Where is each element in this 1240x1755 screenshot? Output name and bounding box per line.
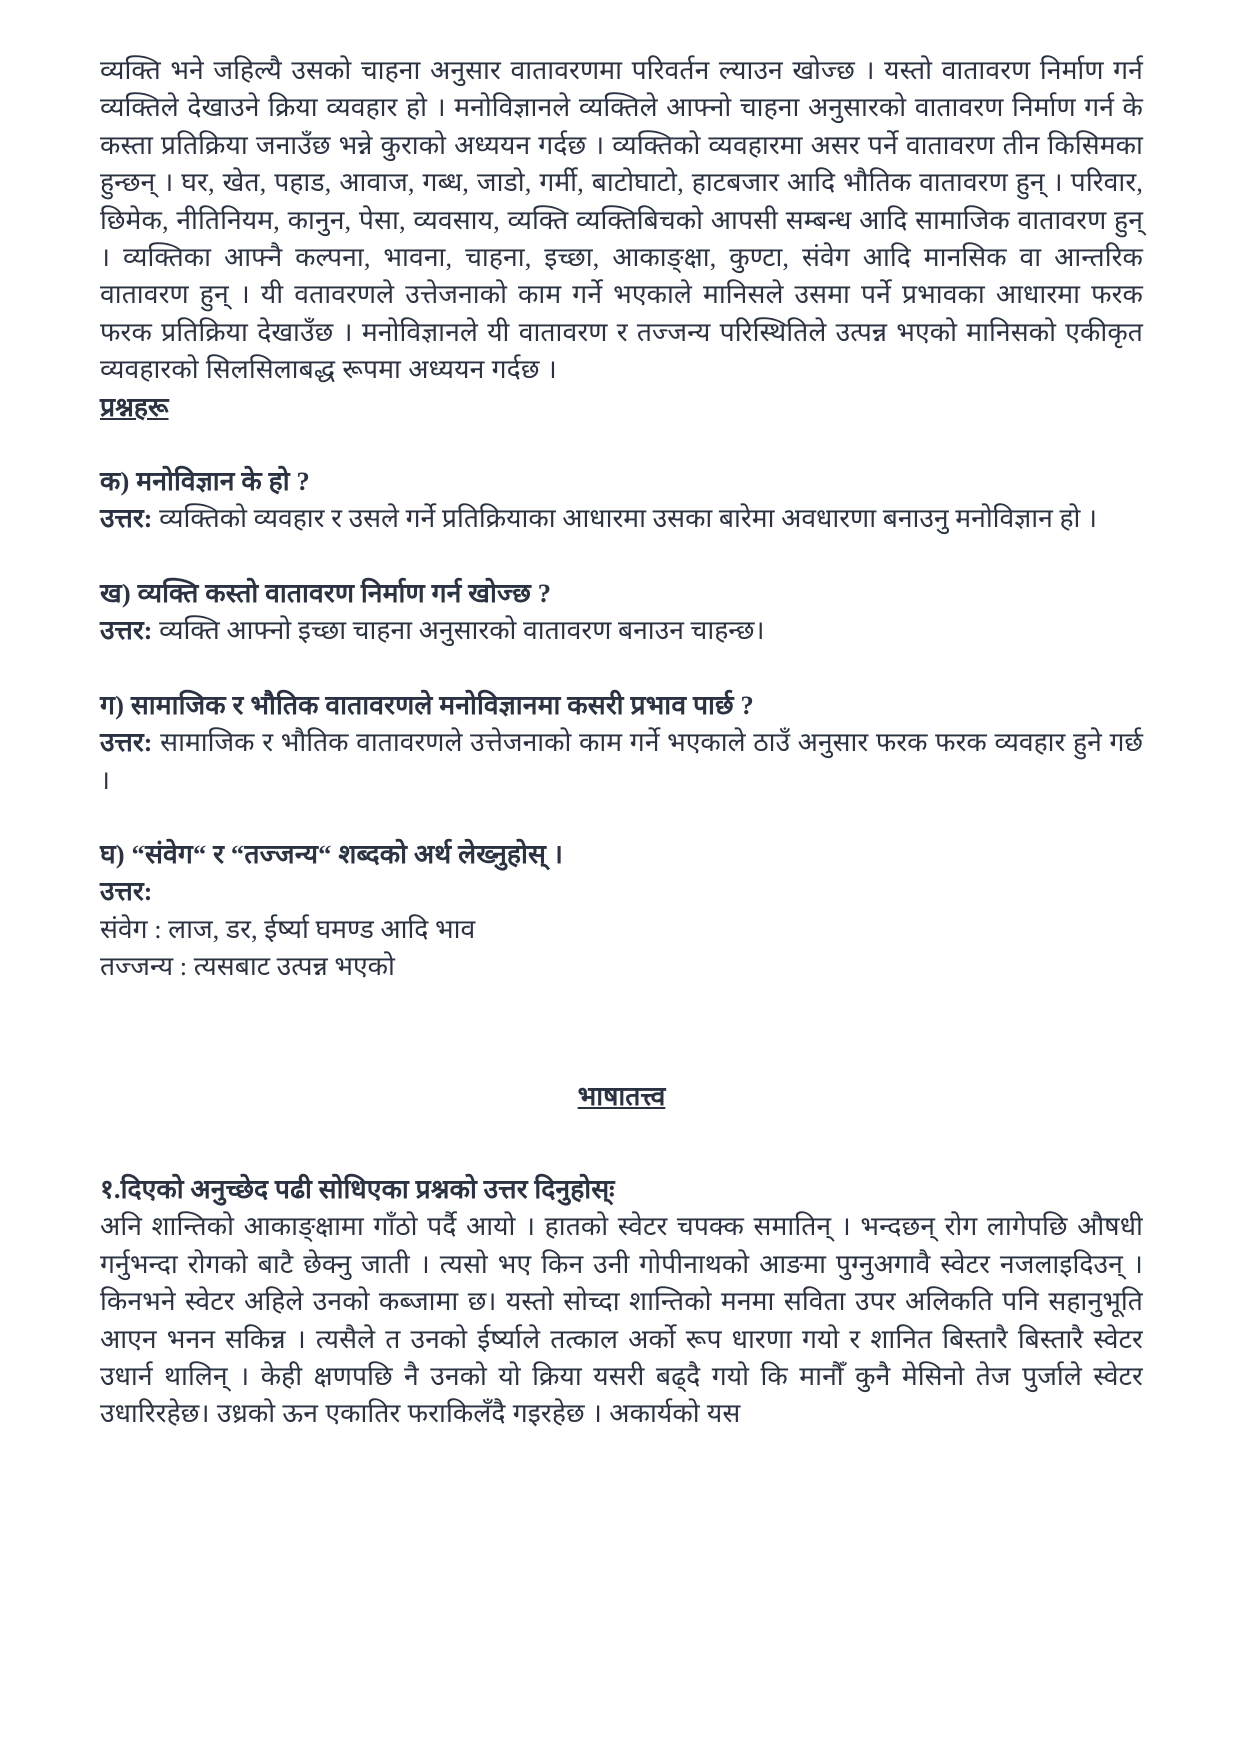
spacer [100, 986, 1143, 1078]
question-gha: घ) “संवेग“ र “तज्जन्य“ शब्दको अर्थ लेख्नुहोस् । [100, 838, 564, 869]
answer-label-ga: उत्तर: [100, 727, 153, 758]
answer-gha-line-2: तज्जन्य : त्यसबाट उत्पन्न भएको [100, 951, 395, 982]
questions-heading-wrap [100, 389, 1143, 426]
answer-gha-line-1: संवेग : लाज, डर, ईर्ष्या घमण्ड आदि भाव [100, 913, 476, 944]
answer-label-kha: उत्तर: [100, 615, 153, 646]
answer-label-ka: उत्तर: [100, 503, 153, 534]
answer-text-ka: व्यक्तिको व्यवहार र उसले गर्ने प्रतिक्रियाका आधारमा उसका बारेमा अवधारणा बनाउनु मनोविज्ञान हो । [152, 503, 1098, 534]
question-ka: क) मनोविज्ञान के हो ? [100, 466, 310, 497]
answer-kha [100, 612, 1143, 649]
spacer [100, 1115, 1143, 1171]
question-ga: ग) सामाजिक र भौतिक वातावरणले मनोविज्ञानमा कसरी प्रभाव पार्छ ? [100, 689, 754, 720]
exercise-paragraph-clip [100, 1208, 1143, 1432]
answer-text-ga: सामाजिक र भौतिक वातावरणले उत्तेजनाको काम गर्ने भएकाले ठाउँ अनुसार फरक फरक व्यवहार हुने गर्छ । [100, 727, 1143, 795]
answer-ga [100, 724, 1143, 799]
spacer [100, 650, 1143, 687]
spacer [100, 799, 1143, 836]
answer-ka [100, 500, 1143, 537]
question-kha: ख) व्यक्ति कस्तो वातावरण निर्माण गर्न खोज्छ ? [100, 577, 552, 608]
exercise-heading: १.दिएको अनुच्छेद पढी सोधिएका प्रश्नको उत्तर दिनुहोस्ः [100, 1173, 615, 1204]
questions-heading: प्रश्नहरू [100, 391, 169, 422]
document-body [100, 52, 1143, 1433]
section-heading-wrap [100, 1078, 1143, 1115]
spacer [100, 426, 1143, 463]
exercise-paragraph: अनि शान्तिको आकाङ्क्षामा गाँठो पर्दै आयो । हातको स्वेटर चपक्क समातिन् । भन्दछन् रोग लागेपछि औषधी गर्नुभन्दा रोगको बाटै छेक्नु जाती । त्यसो भए किन उनी गोपीनाथको आङमा पुग्नुअगावै स्वेटर नजलाइदिउन् । किनभने स्वेटर अहिले उनको कब्जामा छ। यस्तो सोच्दा शान्तिको मनमा सविता उपर अलिकति पनि सहानुभूति आएन भनन सकिन्न । त्यसैले त उनको ईर्ष्याले तत्काल अर्को रूप धारणा गयो र शानित बिस्तारै बिस्तारै स्वेटर उधार्न थालिन् । केही क्षणपछि नै उनको यो क्रिया यसरी बढ्दै गयो कि मानौँ कुनै मेसिनो तेज पुर्जाले स्वेटर उधारिरहेछ। उध्रको ऊन एकातिर फराकिलँदै गइरहेछ । अकार्यको यस [100, 1211, 1143, 1429]
spacer [100, 538, 1143, 575]
intro-paragraph: व्यक्ति भने जहिल्यै उसको चाहना अनुसार वातावरणमा परिवर्तन ल्याउन खोज्छ । यस्तो वातावरण निर्माण गर्न व्यक्तिले देखाउने क्रिया व्यवहार हो । मनोविज्ञानले व्यक्तिले आफ्नो चाहना अनुसारको वातावरण निर्माण गर्न के कस्ता प्रतिक्रिया जनाउँछ भन्ने कुराको अध्ययन गर्दछ । व्यक्तिको व्यवहारमा असर पर्ने वातावरण तीन किसिमका हुन्छन् । घर, खेत, पहाड, आवाज, गब्ध, जाडो, गर्मी, बाटोघाटो, हाटबजार आदि भौतिक वातावरण हुन् । परिवार, छिमेक, नीतिनियम, कानुन, पेसा, व्यवसाय, व्यक्ति व्यक्तिबिचको आपसी सम्बन्ध आदि सामाजिक वातावरण हुन् । व्यक्तिका आफ्नै कल्पना, भावना, चाहना, इच्छा, आकाङ्क्षा, कुण्टा, संवेग आदि मानसिक वा आन्तरिक वातावरण हुन् । यी वतावरणले उत्तेजनाको काम गर्ने भएकाले मानिसले उसमा पर्ने प्रभावका आधारमा फरक फरक प्रतिक्रिया देखाउँछ । मनोविज्ञानले यी वातावरण र तज्जन्य परिस्थितिले उत्पन्न भएको मानिसको एकीकृत व्यवहारको सिलसिलाबद्ध रूपमा अध्ययन गर्दछ । [100, 55, 1143, 385]
answer-label-gha: उत्तर: [100, 876, 153, 907]
section-heading: भाषातत्त्व [577, 1080, 666, 1111]
answer-text-kha: व्यक्ति आफ्नो इच्छा चाहना अनुसारको वातावरण बनाउन चाहन्छ। [152, 615, 765, 646]
answer-gha [100, 873, 1143, 910]
